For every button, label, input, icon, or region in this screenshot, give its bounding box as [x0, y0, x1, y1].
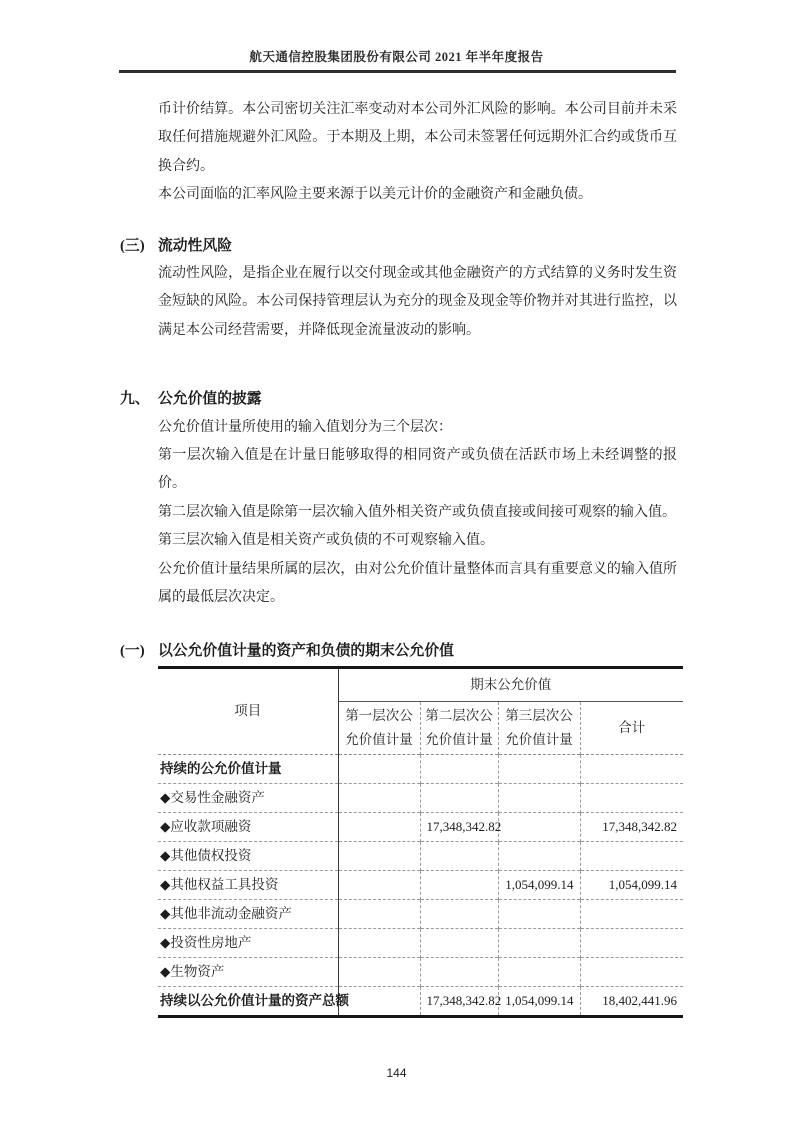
column-header-period-end-fair-value: 期末公允价值: [338, 667, 683, 701]
total-cell: 17,348,342.82: [602, 818, 677, 834]
level3-cell: [498, 841, 580, 870]
section-title: 流动性风险: [158, 237, 232, 254]
column-header-item: 项目: [158, 667, 338, 754]
paragraph-usd-exposure: 本公司面临的汇率风险主要来源于以美元计价的金融资产和金融负债。: [158, 187, 592, 203]
level1-cell: [338, 957, 420, 986]
total-cell: 1,054,099.14: [608, 876, 677, 892]
report-title: 航天通信控股集团股份有限公司 2021 年半年度报告: [249, 50, 544, 64]
paragraph-fv-level1: 第一层次输入值是在计量日能够取得的相同资产或负债在活跃市场上未经调整的报价。: [158, 448, 677, 492]
paragraph-fv-level2: 第二层次输入值是除第一层次输入值外相关资产或负债直接或间接可观察的输入值。: [158, 504, 676, 520]
table-row-other-noncurrent-financial-assets: [158, 899, 683, 928]
level3-cell: 1,054,099.14: [498, 986, 580, 1016]
column-header-level1: 第一层次公允价值计量: [338, 701, 420, 754]
level3-cell: [498, 899, 580, 928]
section-heading-liquidity-risk: [120, 232, 677, 260]
column-header-total: 合计: [618, 719, 646, 735]
table-row-trading-financial-assets: [158, 783, 683, 812]
level3-cell: [498, 754, 580, 783]
table-header-group-row: [158, 667, 683, 701]
level1-cell: [338, 783, 420, 812]
total-cell: [580, 783, 683, 812]
level2-cell: [420, 754, 498, 783]
row-label-cell: 持续以公允价值计量的资产总额: [158, 986, 338, 1016]
level3-cell: [498, 783, 580, 812]
level3-cell: [498, 812, 580, 841]
section-title: 公允价值的披露: [158, 391, 262, 408]
level3-cell: [498, 928, 580, 957]
fair-value-table: [158, 666, 683, 1018]
level1-cell: [338, 928, 420, 957]
table-row-receivables-financing: [158, 812, 683, 841]
total-cell: [580, 957, 683, 986]
level2-cell: 17,348,342.82: [420, 986, 498, 1016]
level2-cell: [420, 899, 498, 928]
row-label-cell: ◆投资性房地产: [158, 928, 338, 957]
column-header-level3: 第三层次公允价值计量: [498, 701, 580, 754]
total-cell: [580, 841, 683, 870]
section-title: 以公允价值计量的资产和负债的期末公允价值: [158, 642, 454, 659]
level3-cell: [498, 957, 580, 986]
table-row-investment-property: [158, 928, 683, 957]
level2-cell: [420, 783, 498, 812]
table-row-other-equity-investments: [158, 870, 683, 899]
paragraph-fv-level3: 第三层次输入值是相关资产或负债的不可观察输入值。: [158, 533, 494, 549]
level2-cell: [420, 841, 498, 870]
section-number: 九、: [120, 391, 150, 408]
row-label-cell: ◆应收款项融资: [158, 812, 338, 841]
table-row-total-assets-at-fair-value: [158, 986, 683, 1016]
column-header-level2: 第二层次公允价值计量: [420, 701, 498, 754]
paragraph-fv-levels-intro: 公允价值计量所使用的输入值划分为三个层次：: [158, 419, 452, 435]
row-label-cell: ◆其他权益工具投资: [158, 870, 338, 899]
level1-cell: [338, 812, 420, 841]
total-cell: [580, 928, 683, 957]
section-heading-fv-table: [120, 637, 677, 665]
section-number: (三): [120, 237, 145, 254]
section-number: (一): [120, 642, 145, 659]
level1-cell: [338, 870, 420, 899]
level3-cell: 1,054,099.14: [498, 870, 580, 899]
level1-cell: [338, 899, 420, 928]
total-cell: [580, 899, 683, 928]
row-label-cell: ◆交易性金融资产: [158, 783, 338, 812]
paragraph-liquidity-risk: 流动性风险，是指企业在履行以交付现金或其他金融资产的方式结算的义务时发生资金短缺的风险。本公司保持管理层认为充分的现金及现金等价物并对其进行监控，以满足本公司经营需要，并降低现金流量波动的影响。: [158, 266, 677, 338]
page-content: [120, 96, 677, 1018]
total-cell: 18,402,441.96: [602, 992, 677, 1008]
total-cell: [580, 754, 683, 783]
level1-cell: [338, 986, 420, 1016]
table-row-other-debt-investments: [158, 841, 683, 870]
header-divider: [119, 70, 676, 73]
level2-cell: [420, 928, 498, 957]
level2-cell: 17,348,342.82: [420, 812, 498, 841]
level1-cell: [338, 754, 420, 783]
row-label-cell: ◆其他非流动金融资产: [158, 899, 338, 928]
page-number: 144: [386, 1066, 407, 1080]
level1-cell: [338, 841, 420, 870]
row-label-cell: ◆其他债权投资: [158, 841, 338, 870]
section-heading-fair-value-disclosure: [120, 385, 677, 413]
row-label-cell: ◆生物资产: [158, 957, 338, 986]
paragraph-fv-level-determination: 公允价值计量结果所属的层次，由对公允价值计量整体而言具有重要意义的输入值所属的最低层次决定。: [158, 561, 677, 606]
table-row-biological-assets: [158, 957, 683, 986]
row-label-cell: 持续的公允价值计量: [158, 754, 338, 783]
paragraph-currency-risk: 币计价结算。本公司密切关注汇率变动对本公司外汇风险的影响。本公司目前并未采取任何措施规避外汇风险。于本期及上期，本公司未签署任何远期外汇合约或货币互换合约。: [158, 102, 677, 174]
table-row-continuous-measurement: [158, 754, 683, 783]
level2-cell: [420, 957, 498, 986]
level2-cell: [420, 870, 498, 899]
